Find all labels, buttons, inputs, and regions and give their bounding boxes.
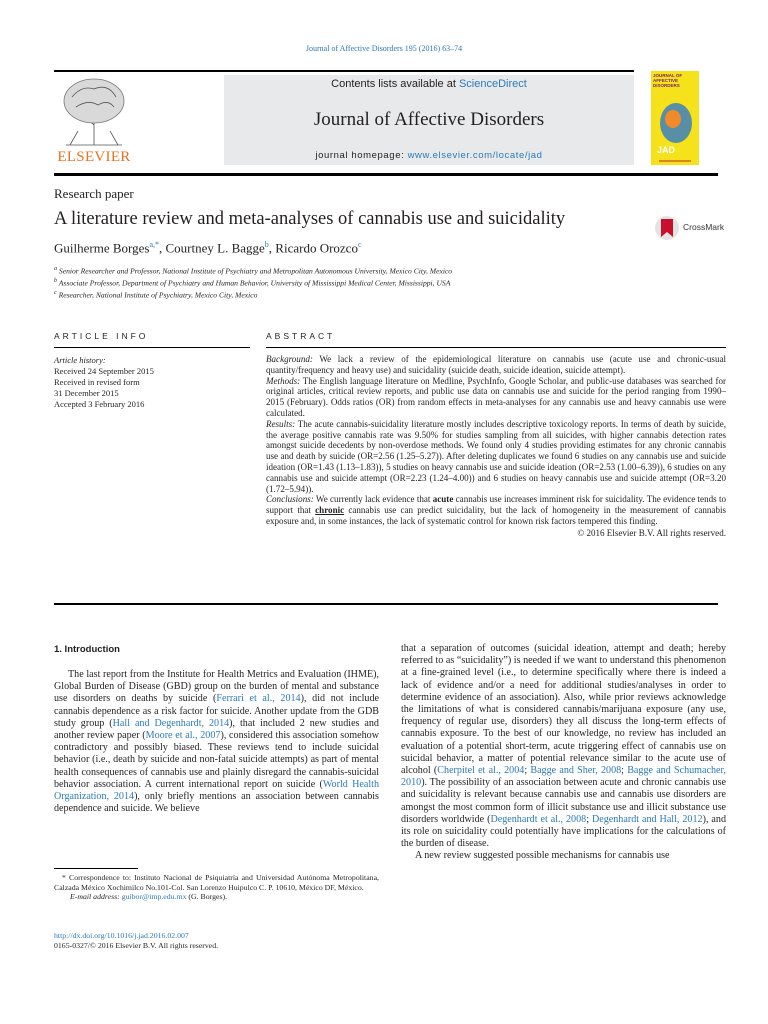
abstract-rights: © 2016 Elsevier B.V. All rights reserved.	[577, 527, 726, 538]
intro-left-column: The last report from the Institute for Health Metrics and Evaluation (IHME), Global Burden of Disease (GBD) group on the burden of mental and substance use disorders on deaths by suicide (Ferrari et al., 2014), did not include cannabis dependence as a risk factor for suicide. Another update from the GDB study group (Hall and Degenhardt, 2014), that included 2 new studies and another review paper (Moore et al., 2007), considered this association somehow contradictory and possibly biased. These reviews tend to include suicidal behavior (i.e., death by suicide and non-fatal suicide attempts) as part of mental health consequences of cannabis use and plainly disregard the cannabis-suicidal behavior association. A current international report on suicide (World Health Organization, 2014), only briefly mentions an association between cannabis dependence and suicide. We believe	[54, 669, 380, 815]
ref-link[interactable]: World Health Organization, 2014	[54, 778, 380, 803]
article-title: A literature review and meta-analyses of cannabis use and suicidality	[54, 209, 566, 229]
author-sup[interactable]: c	[357, 240, 362, 249]
ref-link[interactable]: Degenhardt and Hall, 2012	[591, 813, 703, 825]
issn-line: 0165-0327/© 2016 Elsevier B.V. All rights reserved.	[54, 941, 219, 950]
contents-prefix: Contents lists available at	[331, 78, 459, 90]
cover-title: JOURNAL OF AFFECTIVE DISORDERS	[653, 73, 683, 88]
ref-link[interactable]: Hall and Degenhardt, 2014	[112, 717, 230, 729]
homepage-line	[224, 150, 634, 161]
history-label: Article history:	[54, 355, 106, 365]
elsevier-logo	[52, 75, 136, 167]
journal-banner	[224, 75, 634, 165]
ref-link[interactable]: Degenhardt et al., 2008	[490, 813, 587, 825]
article-type: Research paper	[54, 186, 134, 201]
ref-link[interactable]: Moore et al., 2007	[145, 730, 221, 742]
article-info-heading: ARTICLE INFO	[54, 331, 149, 341]
homepage-link[interactable]: www.elsevier.com/locate/jad	[407, 150, 543, 161]
abstract-conclusions: Conclusions: We currently lack evidence that acute cannabis use increases imminent risk for suicidality. The evidence tends to support that chronic cannabis use can predict suicidality, but the lack of homogeneity in the measurement of cannabis exposure and, in some instances, the lack of systematic control for known risk factors tempered this finding.	[266, 494, 726, 526]
affiliation: $^b$ Associate Professor, Department of Psychiatry and Human Behavior, University of Mississippi Medical Center, Mississippi, USA	[54, 278, 451, 288]
intro-paragraph: A new review suggested possible mechanisms for cannabis use	[415, 850, 670, 862]
abstract-rule	[266, 347, 726, 348]
abstract-methods: Methods: The English language literature on Medline, PsychInfo, Google Scholar, and public-use databases was searched for original articles, critical review reports, and public use data on cannabis use and suicide for the period ranging from 1990–2015 (February). Odds ratios (OR) from random effects in meta-analyses for any cannabis use and heavy cannabis use were calculated.	[266, 375, 726, 418]
header-rule	[54, 70, 634, 72]
author-list: Guilherme Borges$^{a,*}$, Courtney L. Bagge$^b$, Ricardo Orozco$^c$	[54, 240, 362, 256]
section-heading: 1. Introduction	[54, 644, 120, 655]
affiliation: $^c$ Researcher, National Institute of Psychiatry, Mexico City, Mexico	[54, 290, 258, 300]
author-name: Ricardo Orozco	[275, 240, 358, 256]
author-sup[interactable]: b	[264, 240, 269, 249]
doi-link[interactable]: http://dx.doi.org/10.1016/j.jad.2016.02.007	[54, 931, 189, 940]
journal-cover[interactable]	[651, 71, 699, 165]
contents-line	[224, 78, 634, 90]
ref-link[interactable]: Bagge and Sher, 2008	[530, 765, 622, 777]
elsevier-tree-icon	[52, 75, 136, 147]
abstract-bottom-rule	[54, 603, 718, 605]
email-line: E-mail address: guibor@imp.edu.mx (G. Borges).	[70, 892, 228, 902]
history-item: 31 December 2015	[54, 388, 119, 398]
abstract-background: Background: We lack a review of the epidemiological literature on cannabis use (acute use and chronic-usual quantity/frequency and heavy use) and suicidality (suicide death, suicide ideation, suicide attempt).	[266, 354, 726, 375]
crossmark-icon	[654, 213, 680, 243]
email-link[interactable]: guibor@imp.edu.mx	[121, 892, 187, 902]
abstract-body	[266, 354, 726, 539]
ref-link[interactable]: Bagge and Schumacher, 2010	[401, 765, 727, 789]
header-bottom-rule	[54, 173, 718, 176]
author-name: Guilherme Borges	[54, 240, 150, 256]
abstract-heading: ABSTRACT	[266, 331, 336, 341]
abstract-results: Results: The acute cannabis-suicidality literature mostly includes descriptive toxicology reports. In terms of death by suicide, the average positive cannabis rate was 9.50% for studies sampling from all suicides, with higher cannabis detection rates amongst suicide decedents by non-overdose methods. We found only 4 studies providing estimates for any chronic cannabis use and death by suicide (OR=2.56 (1.25–5.27)). After deleting duplicates we found 6 studies on any cannabis use and suicide ideation (OR=1.43 (1.13–1.83)), 5 studies on heavy cannabis use and suicide ideation (OR=2.53 (1.00–6.39)), 6 studies on any cannabis use and suicide attempt (OR=2.23 (1.24–4.00)) and 6 studies on heavy cannabis use and suicide attempt (OR=3.20 (1.72–5.94)).	[266, 418, 726, 494]
journal-citation[interactable]: Journal of Affective Disorders 195 (2016) 63–74	[305, 44, 463, 53]
ref-link[interactable]: Ferrari et al., 2014	[216, 693, 301, 705]
author-name: Courtney L. Bagge	[165, 240, 265, 256]
footnote-rule	[54, 868, 138, 869]
elsevier-wordmark: ELSEVIER	[57, 149, 131, 165]
affiliation: $^a$ Senior Researcher and Professor, National Institute of Psychiatry and Metropolitan Autonomous University, Mexico City, Mexico	[54, 266, 453, 276]
ref-link[interactable]: Cherpitel et al., 2004	[437, 765, 525, 777]
homepage-prefix: journal homepage:	[315, 150, 408, 161]
history-item: Accepted 3 February 2016	[54, 399, 145, 409]
history-item: Received 24 September 2015	[54, 366, 154, 376]
correspondence: * Correspondence to: Instituto Nacional de Psiquiatría and Universidad Autónoma Metropolitana, Calzada México Xochimilco No.101-Col. San Lorenzo Huipulco C. P. 10610, México DF, México.	[54, 873, 379, 892]
author-sup[interactable]: a,*	[149, 240, 159, 249]
history-item: Received in revised form	[54, 377, 140, 387]
article-info-rule	[54, 347, 250, 348]
footnote	[54, 873, 379, 902]
crossmark-label: CrossMark	[683, 222, 725, 232]
intro-right-column: that a separation of outcomes (suicidal ideation, attempt and death; hereby referred to as “suicidality”) is needed if we want to understand this phenomenon at a fine-grained level (i.e., to determine specifically where there is indeed a lack of evidence and/or a need for additional studies/analyses in order to determine evidence of an association). Also, while prior reviews acknowledge the limitations of what is considered cannabis/marijuana exposure (any use, frequency of regular use, disorders) they all discuss the long-term effects of cannabis exposure. To the best of our knowledge, no review has included an evaluation of a potential short-term, acute triggering effect of cannabis use on suicidal behavior, a matter of potential relevance similar to the acute use of alcohol (Cherpitel et al., 2004; Bagge and Sher, 2008; Bagge and Schumacher, 2010). The possibility of an association between acute and chronic cannabis use and suicidality is relevant because cannabis use and cannabis use disorders are amongst the most common form of illicit substance use and illicit substance use disorders worldwide (Degenhardt et al., 2008; Degenhardt and Hall, 2012), and its role on suicidality could potentially have implications for the calculations of the burden of disease. A new review suggested possible mechanisms for cannabis use	[401, 643, 727, 862]
journal-title: Journal of Affective Disorders	[313, 109, 545, 130]
sciencedirect-link[interactable]: ScienceDirect	[458, 78, 527, 90]
cover-abbr: JAD	[657, 145, 676, 155]
crossmark-badge[interactable]	[654, 213, 724, 243]
